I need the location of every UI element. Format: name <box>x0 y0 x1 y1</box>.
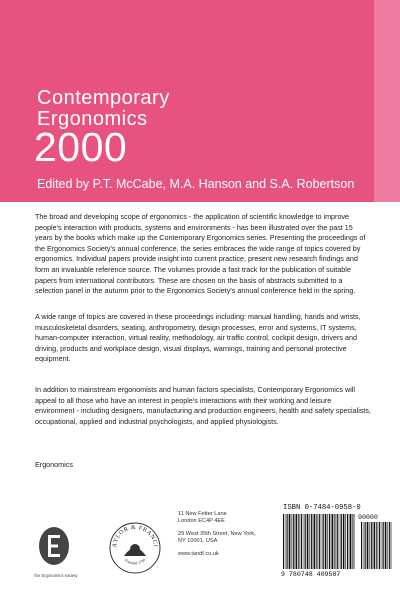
barcode-bar <box>371 522 372 569</box>
blurb-paragraph-2: A wide range of topics are covered in these proceedings including: manual handling, hands and wrists, musculoskeletal disorders, seating, anthropometry, design processes, error and systems, IT systems, human-computer interaction, virtual reality, methodology, air traffic control, cockpit design, drivers and driving, products and workplace design, visual displays, warnings, training and personal protective equipment. <box>35 312 361 364</box>
barcode-bar <box>364 522 365 569</box>
barcode-bar <box>311 514 312 569</box>
isbn-barcode-icon <box>281 514 393 569</box>
editors-line: Edited by P.T. McCabe, M.A. Hanson and S.A. Robertson <box>37 177 355 191</box>
barcode-bar <box>332 514 333 569</box>
barcode-bar <box>341 514 342 569</box>
barcode-bar <box>349 514 350 569</box>
barcode-bar <box>382 522 383 569</box>
barcode-bar <box>391 522 392 569</box>
barcode-bar <box>361 522 362 569</box>
publisher-website: www.tandf.co.uk <box>178 550 219 557</box>
isbn-label: ISBN 0-7484-0958-0 <box>283 504 361 512</box>
barcode-bar <box>319 514 320 569</box>
address-us-line1: 29 West 35th Street, New York, <box>178 530 256 537</box>
barcode-number: 9 780748 409587 <box>281 571 341 578</box>
barcode-bar <box>313 514 314 569</box>
cover-header-band <box>0 0 400 202</box>
barcode-bar <box>327 514 328 569</box>
price-code: 90000 <box>358 514 378 521</box>
barcode-bar <box>376 522 377 569</box>
barcode-bar <box>307 514 309 569</box>
barcode-bar <box>374 522 375 569</box>
publisher-logo-text: AYLOR & FRANCI <box>111 524 159 548</box>
book-title-line1: Contemporary <box>37 87 170 109</box>
barcode-bar <box>329 514 330 569</box>
barcode-bar <box>383 522 384 569</box>
address-uk-line1: 11 New Fetter Lane <box>178 511 227 517</box>
barcode-bar <box>347 514 348 569</box>
subject-category: Ergonomics <box>35 460 73 469</box>
barcode-bar <box>387 522 388 569</box>
svg-text:Founded 1798 <box>124 557 146 565</box>
barcode-bar <box>318 514 319 569</box>
barcode-bar <box>389 522 390 569</box>
barcode-bar <box>385 522 387 569</box>
blurb-paragraph-1: The broad and developing scope of ergonomics - the application of scientific knowledge to improve people's interaction with products, systems and environments - has been illustrated over the past 15 years by the books which make up the Contemporary Ergonomics series. Presenting the proceedings of the Ergonomics Society's annual conference, the series embraces the wide range of topics covered by ergonomics. Individual papers provide insight into current practice, present new research findings and form an invaluable reference source. The volumes provide a fast track for the publication of suitable papers from international contributors. These are chosen on the basis of abstracts submitted to a selection panel in the autumn prior to the Ergonomics Society's annual conference held in the spring. <box>35 212 366 296</box>
barcode-bar <box>337 514 338 569</box>
barcode-bar <box>322 514 323 569</box>
book-year: 2000 <box>34 124 128 170</box>
barcode-bar <box>345 514 346 569</box>
barcode-bar <box>298 514 299 569</box>
barcode-bar <box>296 514 297 569</box>
barcode-bar <box>343 514 345 569</box>
barcode-bar <box>301 514 302 569</box>
barcode-bar <box>323 514 324 569</box>
barcode-bar <box>365 522 366 569</box>
barcode-bar <box>334 514 335 569</box>
barcode-bar <box>379 522 380 569</box>
ergonomics-society-logo-icon <box>38 526 70 566</box>
barcode-bar <box>373 522 374 569</box>
barcode-bar <box>336 514 337 569</box>
blurb-paragraph-3: In addition to mainstream ergonomists and human factors specialists, Contemporary Ergonomics will appeal to all those who have an interest in people's interactions with their working and leisure environment - including designers, manufacturing and production engineers, health and safety specialists, occupational, applied and industrial psychologists, and applied physiologists. <box>35 385 372 426</box>
barcode-bar <box>352 514 353 569</box>
barcode-bar <box>289 514 291 569</box>
barcode-bar <box>309 514 310 569</box>
address-uk-line2: London EC4P 4EE <box>178 518 225 525</box>
barcode-bar <box>369 522 370 569</box>
book-title-line2: Ergonomics <box>37 108 148 130</box>
barcode-bar <box>291 514 292 569</box>
barcode-bar <box>350 514 351 569</box>
barcode-bar <box>314 514 315 569</box>
address-us-line2: NY 10001, USA <box>178 538 218 545</box>
barcode-bar <box>367 522 369 569</box>
barcode-bar <box>295 514 296 569</box>
taylor-francis-logo-icon <box>108 510 162 580</box>
publisher-address <box>178 511 273 558</box>
barcode-bar <box>304 514 305 569</box>
barcode-bar <box>286 514 287 569</box>
barcode-bar <box>300 514 301 569</box>
header-accent-stripe <box>374 0 400 202</box>
barcode-bar <box>340 514 341 569</box>
barcode-bar <box>293 514 294 569</box>
barcode-bar <box>378 522 379 569</box>
barcode-bar <box>283 514 284 569</box>
barcode-bar <box>354 514 355 569</box>
barcode-bar <box>305 514 306 569</box>
publisher-founded-text: Founded 1798 <box>123 557 147 566</box>
barcode-bar <box>316 514 317 569</box>
barcode-bar <box>325 514 327 569</box>
barcode-bar <box>331 514 332 569</box>
society-caption: the Ergonomics society <box>34 573 78 578</box>
barcode-bar <box>287 514 288 569</box>
